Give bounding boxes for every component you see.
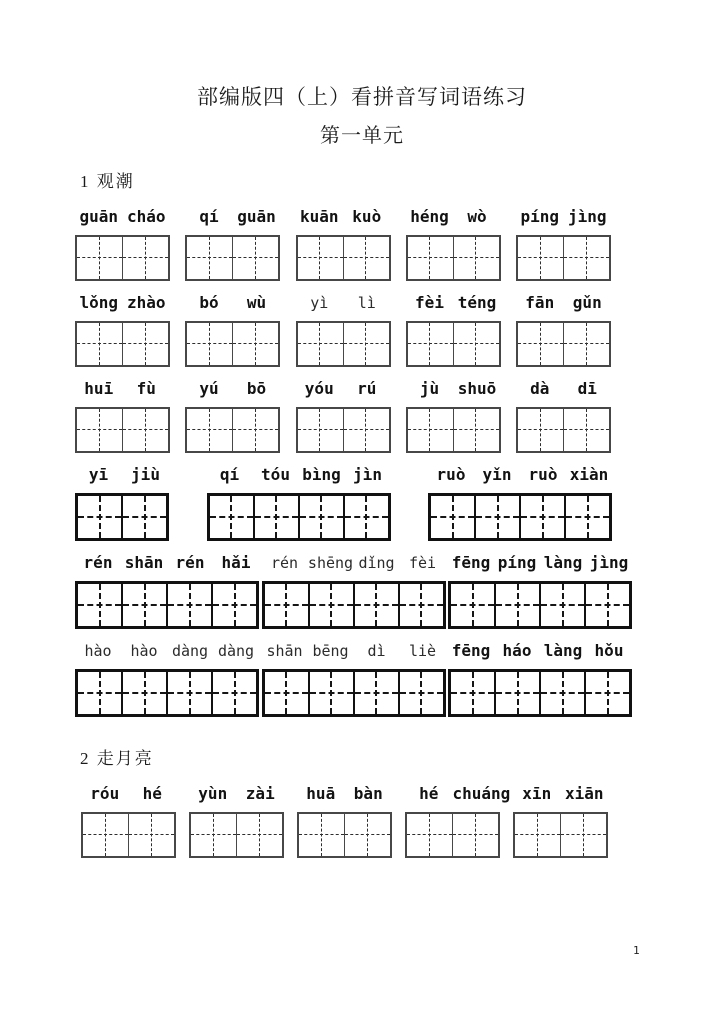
pinyin-syllable: hǒu [594,641,624,660]
pinyin-syllable: gǔn [572,293,602,312]
grid-cell [121,496,166,538]
pinyin-label [262,554,446,572]
grid-cell [236,814,282,856]
pinyin-syllable: huā [306,784,336,803]
writing-grid [189,812,284,858]
grid-cell [166,584,211,626]
pinyin-syllable: hǎi [221,553,251,572]
writing-grid [296,407,391,453]
pinyin-label [297,785,392,803]
grid-cell [408,323,453,365]
word-group [406,380,501,453]
grid-cell [453,409,499,451]
pinyin-label [262,642,446,660]
grid-cell [451,584,494,626]
page-title: 部编版四（上）看拼音写词语练习 [197,85,527,109]
pinyin-syllable: rú [357,379,377,398]
pinyin-syllable: shuō [457,379,497,398]
writing-grid [516,235,611,281]
pinyin-syllable: rén [175,553,205,572]
grid-cell [298,323,343,365]
grid-cell [77,409,122,451]
pinyin-syllable: yǐn [482,465,512,484]
pinyin-syllable: dī [577,379,597,398]
section-heading: 2 走月亮 [80,749,154,768]
grid-cell [343,323,389,365]
grid-cell [343,496,388,538]
word-group [185,208,280,281]
word-group [297,785,392,858]
grid-cell [299,814,344,856]
grid-cell [343,409,389,451]
pinyin-syllable: jìng [567,207,607,226]
pinyin-syllable: dàng [217,642,255,660]
word-group [513,785,608,858]
pinyin-syllable: hào [130,642,158,660]
grid-cell [539,672,584,714]
writing-grid [262,669,446,717]
grid-cell [121,672,166,714]
grid-cell [408,237,453,279]
writing-grid [296,321,391,367]
word-group [75,294,170,367]
pinyin-label [406,208,501,226]
word-group [428,466,612,541]
pinyin-syllable: yùn [198,784,228,803]
pinyin-label [75,642,259,660]
pinyin-syllable: bàn [353,784,383,803]
pinyin-syllable: huī [84,379,114,398]
grid-cell [398,672,443,714]
pinyin-syllable: xiàn [569,465,609,484]
grid-cell [77,323,122,365]
writing-grid [406,407,501,453]
word-row [75,554,632,629]
pinyin-syllable: fèi [408,554,437,572]
pinyin-syllable: kuò [352,207,382,226]
grid-cell [494,672,539,714]
pinyin-syllable: fēng [451,641,491,660]
grid-cell [232,409,278,451]
word-group [262,642,446,717]
grid-cell [560,814,606,856]
grid-cell [308,584,353,626]
pinyin-syllable: fèi [415,293,444,312]
pinyin-label [75,208,170,226]
grid-cell [431,496,474,538]
grid-cell [519,496,564,538]
grid-cell [187,323,232,365]
pinyin-label [81,785,176,803]
pinyin-syllable: hé [142,784,162,803]
pinyin-syllable: yì [310,294,329,312]
pinyin-syllable: ruò [528,465,558,484]
pinyin-syllable: píng [497,553,537,572]
grid-cell [122,323,168,365]
grid-cell [308,672,353,714]
grid-cell [122,409,168,451]
pinyin-syllable: bō [246,379,267,398]
grid-cell [298,409,343,451]
pinyin-syllable: qí [219,465,240,484]
grid-cell [78,672,121,714]
word-row [75,208,611,281]
pinyin-syllable: kuān [299,207,339,226]
section-heading: 1 观潮 [80,172,135,191]
grid-cell [232,237,278,279]
writing-grid [75,235,170,281]
pinyin-syllable: jiù [131,465,160,484]
grid-cell [451,672,494,714]
pinyin-syllable: lǒng [79,293,119,312]
grid-cell [494,584,539,626]
pinyin-syllable: rén [270,554,299,572]
grid-cell [232,323,278,365]
grid-cell [253,496,298,538]
pinyin-syllable: zài [245,784,275,803]
word-group [75,208,170,281]
grid-cell [453,237,499,279]
word-group [516,380,611,453]
grid-cell [564,496,609,538]
word-group [516,208,611,281]
grid-cell [563,237,609,279]
writing-grid [262,581,446,629]
pinyin-label [513,785,608,803]
pinyin-label [448,642,632,660]
pinyin-label [516,380,611,398]
pinyin-syllable: píng [520,207,560,226]
word-group [296,208,391,281]
grid-cell [211,672,256,714]
pinyin-syllable: hé [419,784,439,803]
grid-cell [453,323,499,365]
grid-cell [298,496,343,538]
grid-cell [265,584,308,626]
pinyin-label [207,466,391,484]
grid-cell [298,237,343,279]
worksheet-section [0,749,724,858]
word-group [262,554,446,629]
pinyin-syllable: dì [367,642,386,660]
word-group [448,554,632,629]
pinyin-label [406,294,501,312]
writing-grid [448,581,632,629]
pinyin-syllable: bó [199,293,219,312]
grid-cell [77,237,122,279]
pinyin-label [185,294,280,312]
word-group [75,466,169,541]
pinyin-syllable: shān [266,642,303,660]
pinyin-label [516,294,611,312]
grid-cell [128,814,174,856]
page-number: 1 [633,944,640,957]
pinyin-syllable: guān [237,207,276,226]
grid-cell [191,814,236,856]
pinyin-label [296,380,391,398]
grid-cell [452,814,498,856]
pinyin-syllable: shān [124,553,164,572]
unit-subtitle: 第一单元 [320,125,404,147]
pinyin-label [75,554,259,572]
pinyin-syllable: hào [84,642,112,660]
grid-cell [353,672,398,714]
word-group [75,642,259,717]
pinyin-syllable: làng [543,641,583,660]
grid-cell [408,409,453,451]
pinyin-syllable: làng [543,553,583,572]
pinyin-syllable: fù [136,379,156,398]
pinyin-syllable: lì [357,294,376,312]
grid-cell [407,814,452,856]
pinyin-syllable: shēng [307,554,354,572]
pinyin-label [428,466,612,484]
writing-grid [428,493,612,541]
pinyin-label [406,380,501,398]
pinyin-syllable: bēng [312,642,349,660]
pinyin-syllable: qí [199,207,219,226]
pinyin-label [75,466,169,484]
pinyin-syllable: yú [199,379,219,398]
grid-cell [518,237,563,279]
pinyin-label [75,294,170,312]
pinyin-syllable: fēng [451,553,491,572]
pinyin-syllable: xīn [522,784,552,803]
pinyin-label [296,294,391,312]
grid-cell [343,237,389,279]
grid-cell [122,237,168,279]
grid-cell [563,409,609,451]
writing-grid [448,669,632,717]
grid-cell [518,323,563,365]
worksheet-section [0,172,724,717]
pinyin-label [185,380,280,398]
word-group [406,294,501,367]
pinyin-syllable: dà [530,379,550,398]
grid-cell [187,237,232,279]
word-group [296,294,391,367]
pinyin-label [448,554,632,572]
pinyin-syllable: dǐng [358,554,395,572]
writing-grid [406,235,501,281]
writing-grid [406,321,501,367]
word-group [405,784,511,858]
grid-cell [515,814,560,856]
grid-cell [353,584,398,626]
pinyin-label [296,208,391,226]
pinyin-syllable: tóu [261,465,290,484]
word-group [189,785,284,858]
grid-cell [187,409,232,451]
pinyin-syllable: héng [410,207,449,226]
writing-grid [207,493,391,541]
pinyin-syllable: fān [525,293,555,312]
grid-cell [265,672,308,714]
grid-cell [563,323,609,365]
word-group [185,380,280,453]
writing-grid [185,235,280,281]
writing-grid [75,493,169,541]
word-group [296,380,391,453]
pinyin-syllable: dàng [171,642,209,660]
pinyin-syllable: xiān [564,784,604,803]
grid-cell [584,584,629,626]
pinyin-syllable: jìn [353,465,382,484]
writing-grid [297,812,392,858]
grid-cell [518,409,563,451]
word-group [185,294,280,367]
pinyin-label [185,208,280,226]
pinyin-syllable: rén [83,553,113,572]
pinyin-label [189,785,284,803]
word-group [75,554,259,629]
word-group [207,466,391,541]
writing-grid [75,581,259,629]
sections-container [0,172,724,858]
word-row [75,642,632,717]
word-group [75,380,170,453]
pinyin-syllable: chuáng [452,784,511,803]
pinyin-syllable: téng [457,293,497,312]
word-row [75,380,611,453]
grid-cell [474,496,519,538]
grid-cell [398,584,443,626]
grid-cell [344,814,390,856]
pinyin-syllable: jìng [589,553,629,572]
pinyin-syllable: ruò [436,465,466,484]
writing-grid [75,669,259,717]
writing-grid [81,812,176,858]
grid-cell [584,672,629,714]
pinyin-syllable: guān [79,207,119,226]
word-group [406,208,501,281]
pinyin-label [75,380,170,398]
grid-cell [211,584,256,626]
pinyin-syllable: róu [90,784,120,803]
grid-cell [78,496,121,538]
pinyin-syllable: yóu [304,379,334,398]
word-row [75,294,611,367]
pinyin-syllable: háo [502,641,532,660]
pinyin-syllable: liè [408,642,437,660]
writing-grid [75,321,170,367]
word-row [81,785,608,858]
word-group [81,785,176,858]
grid-cell [121,584,166,626]
grid-cell [539,584,584,626]
pinyin-syllable: wò [467,207,487,226]
writing-grid [185,407,280,453]
pinyin-syllable: zhào [126,293,166,312]
writing-grid [516,407,611,453]
writing-grid [75,407,170,453]
writing-grid [516,321,611,367]
pinyin-syllable: bìng [302,465,341,484]
word-row [75,466,612,541]
writing-grid [296,235,391,281]
pinyin-syllable: jù [419,379,440,398]
grid-cell [166,672,211,714]
writing-grid [405,812,500,858]
pinyin-label [405,784,511,803]
grid-cell [210,496,253,538]
grid-cell [83,814,128,856]
word-group [516,294,611,367]
writing-grid [185,321,280,367]
word-group [448,642,632,717]
pinyin-syllable: yī [88,465,109,484]
pinyin-syllable: cháo [126,207,166,226]
grid-cell [78,584,121,626]
pinyin-syllable: wù [246,293,267,312]
writing-grid [513,812,608,858]
pinyin-label [516,208,611,226]
